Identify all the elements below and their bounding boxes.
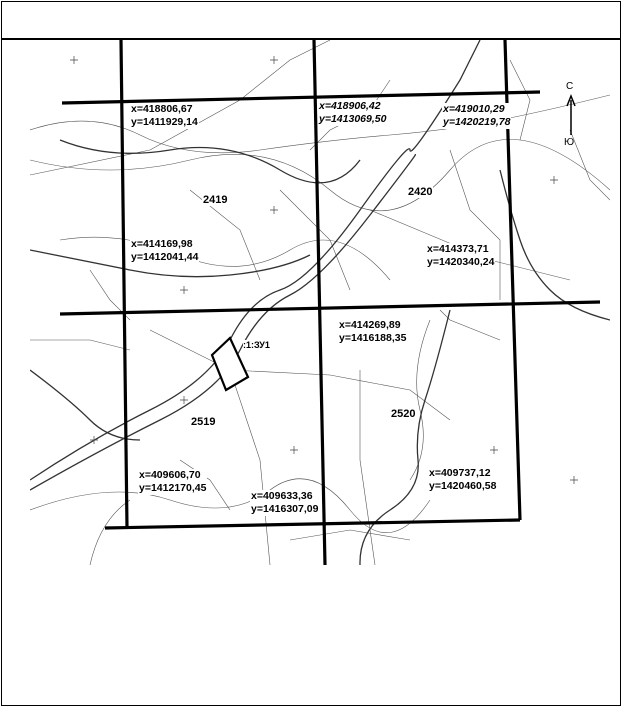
north-label: С [566,81,574,92]
north-arrow-icon [567,96,575,135]
sheet-number: 2519 [191,416,216,428]
coordinate-label: x=409633,36 y=1416307,09 [251,490,319,515]
coordinate-label: x=419010,29 y=1420219,78 [443,103,511,128]
coordinate-label: x=418806,67 y=1411929,14 [131,103,198,128]
cadastral-map[interactable] [30,40,610,565]
sheet-number: 2420 [408,186,433,198]
coordinate-label: x=414373,71 y=1420340,24 [427,243,495,268]
coordinate-label: x=414269,89 y=1416188,35 [339,319,407,344]
coordinate-label: x=414169,98 y=1412041,44 [131,238,199,263]
south-label: Ю [564,137,575,148]
sheet-number: 2419 [203,194,228,206]
parcel-label: :1:ЗУ1 [243,340,270,350]
coordinate-label: x=409737,12 y=1420460,58 [429,467,497,492]
coordinate-label: x=409606,70 y=1412170,45 [139,469,207,494]
coordinate-label: x=418906,42 y=1413069,50 [319,100,387,125]
sheet-number: 2520 [391,408,416,420]
